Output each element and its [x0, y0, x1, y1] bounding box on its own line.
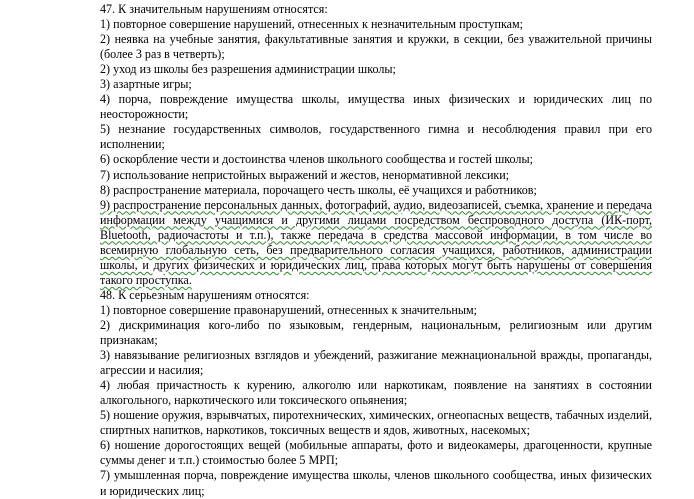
- section-47-item-2: 2) неявка на учебные занятия, факультативные занятия и кружки, в секции, без уважительной причины (более 3 раз в четверть);: [100, 32, 652, 62]
- section-47-item-7: 6) оскорбление чести и достоинства членов школьного сообщества и гостей школы;: [100, 152, 533, 167]
- section-47-item-5: 4) порча, повреждение имущества школы, имущества иных физических и юридических лиц по неосторожности;: [100, 92, 652, 122]
- section-47-item-9: 8) распространение материала, порочащего честь школы, её учащихся и работников;: [100, 182, 537, 197]
- section-47-item-3: 2) уход из школы без разрешения администрации школы;: [100, 62, 396, 77]
- section-47-item-4: 3) азартные игры;: [100, 77, 192, 92]
- section-47-item-10: [100, 198, 652, 288]
- section-47-item-8: 7) использование непристойных выражений и жестов, ненормативной лексики;: [100, 167, 510, 182]
- section-48-item-5: 5) ношение оружия, взрывчатых, пиротехнических, химических, огнеопасных веществ, табачных изделий, спиртных напитков, наркотиков, токсичных веществ и ядов, животных, насекомых;: [100, 408, 652, 438]
- grammar-check-underline: 9) распространение персональных данных, фотографий, аудио, видеозаписей, съемка, хранение и передача информации между учащимися и другими лицами посредством беспроводного доступа (ИК-порт, Bluetooth, радиочастоты и т.п.), также передача в средства массовой информации, в том числе во всемирную глобальную сеть, без предварительного согласия учащихся, работников, администрации школы, и других физических и юридических лиц, права которых могут быть нарушены от совершения такого проступка.: [100, 197, 652, 287]
- section-47-item-1: 1) повторное совершение нарушений, отнесенных к незначительным проступкам;: [100, 17, 524, 32]
- section-47-item-6: 5) незнание государственных символов, государственного гимна и несоблюдения правил при его исполнении;: [100, 122, 652, 152]
- section-48-item-6: 6) ношение дорогостоящих вещей (мобильные аппараты, фото и видеокамеры, драгоценности, крупные суммы денег и т.п.) стоимостью более 5 МРП;: [100, 438, 652, 468]
- section-48-item-3: 3) навязывание религиозных взглядов и убеждений, разжигание межнациональной вражды, пропаганды, агрессии и насилия;: [100, 348, 652, 378]
- section-48-item-2: 2) дискриминация кого-либо по языковым, гендерным, национальным, религиозным или другим признакам;: [100, 317, 652, 348]
- section-48-heading: 48. К серьезным нарушениям относятся:: [100, 287, 310, 302]
- section-48-item-4: 4) любая причастность к курению, алкоголю или наркотикам, появление на занятиях в состоянии алкогольного, наркотического или токсического опьянения;: [100, 378, 652, 408]
- section-48-item-1: 1) повторное совершение правонарушений, отнесенных к значительным;: [100, 302, 478, 317]
- document-body: [100, 2, 652, 499]
- section-48-item-7: 7) умышленная порча, повреждение имущества школы, членов школьного сообщества, иных физических и юридических лиц;: [100, 468, 652, 498]
- section-47-heading: 47. К значительным нарушениям относятся:: [100, 2, 328, 16]
